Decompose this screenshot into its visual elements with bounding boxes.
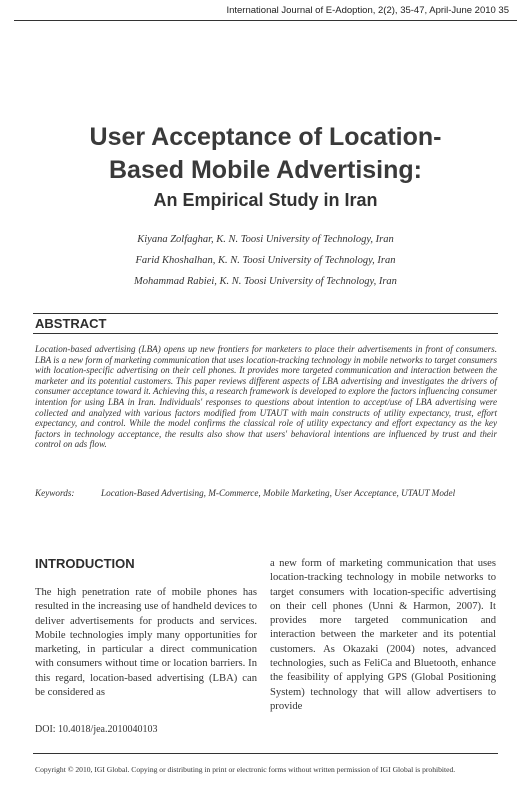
intro-left-column: The high penetration rate of mobile phones has resulted in the increasing use of handheld devices to deliver advertisements for products and services. Mobile technologies imply many opportunities for marketing, in particular a direct communication with consumers without time or location barriers. In this regard, location-based advertising (LBA) can be considered as (35, 587, 257, 699)
abstract-heading: ABSTRACT (35, 316, 107, 331)
title-line-2: Based Mobile Advertising: (108, 156, 422, 184)
running-head: International Journal of E-Adoption, 2(2), 35-47, April-June 2010 35 (226, 5, 509, 16)
intro-right-column: a new form of marketing communication that uses location-tracking technology in mobile networks to target consumers with location-specific advertising on their cell phones (Unni & Harmon, 2007). It provides more targeted communication and interaction between the marketer and its potential customers. As Okazaki (2004) notes, advanced technologies, such as FeliCa and Bluetooth, enhance the feasibility of applying GPS (Global Positioning System) technology that will allow advertisers to provide (270, 558, 496, 712)
abstract-text: Location-based advertising (LBA) opens up new frontiers for marketers to place their advertisements in front of consumers. LBA is a new form of marketing communication that uses location-tracking technology in mobile networks to target consumers with location-specific advertising on their cell phones. It provides more targeted communication and interaction between the marketer and its potential customers. This paper reviews different aspects of LBA advertising and investigates the drivers of consumer acceptance toward it. Achieving this, a research framework is developed to explore the factors influencing consumer intention for using LBA in Iran. Individuals' responses to questions about intention to accept/use of LBA advertising were collected and analyzed with various factors modified from UTAUT with main constructs of utility expectancy, trust, effort expectancy, and control. While the model confirms the classical role of utility expectancy and effort expectancy as the key factors in technology acceptance, the results also show that users' behavioral intentions are influenced by trust and their control on ads flow. (35, 344, 497, 450)
abstract-rule-top (33, 313, 498, 314)
footer-rule (33, 753, 498, 754)
copyright-notice: Copyright © 2010, IGI Global. Copying or distributing in print or electronic forms without written permission of IGI Global is prohibited. (35, 765, 456, 774)
subtitle: An Empirical Study in Iran (153, 190, 378, 210)
keywords-label: Keywords: (35, 488, 75, 498)
keywords-text: Location-Based Advertising, M-Commerce, Mobile Marketing, User Acceptance, UTAUT Model (101, 488, 456, 498)
header-rule (14, 20, 517, 21)
doi: DOI: 10.4018/jea.2010040103 (35, 724, 158, 735)
author-3: Mohammad Rabiei, K. N. Toosi University of Technology, Iran (134, 276, 397, 287)
title-line-1: User Acceptance of Location- (89, 123, 442, 151)
author-2: Farid Khoshalhan, K. N. Toosi University of Technology, Iran (135, 255, 396, 266)
author-1: Kiyana Zolfaghar, K. N. Toosi University of Technology, Iran (137, 234, 394, 245)
abstract-rule-bottom (33, 333, 498, 334)
introduction-heading: INTRODUCTION (35, 556, 135, 571)
